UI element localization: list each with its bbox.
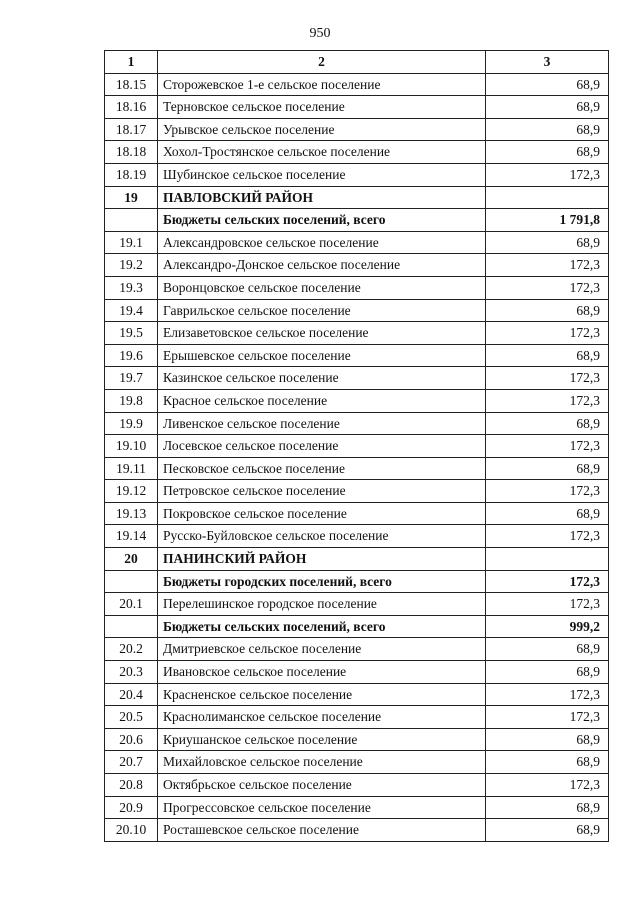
row-name: Росташевское сельское поселение	[158, 819, 486, 842]
row-name: Урывское сельское поселение	[158, 118, 486, 141]
row-value: 172,3	[486, 163, 609, 186]
row-name: Прогрессовское сельское поселение	[158, 796, 486, 819]
row-value: 172,3	[486, 683, 609, 706]
table-row	[105, 570, 609, 593]
row-number	[105, 209, 158, 232]
table-row	[105, 186, 609, 209]
row-number: 20.3	[105, 661, 158, 684]
row-value: 172,3	[486, 254, 609, 277]
row-name: Александро-Донское сельское поселение	[158, 254, 486, 277]
column-header-name: 2	[158, 51, 486, 74]
table-header-row	[105, 51, 609, 74]
row-name: Ливенское сельское поселение	[158, 412, 486, 435]
row-value: 68,9	[486, 819, 609, 842]
table-row	[105, 118, 609, 141]
row-value: 68,9	[486, 661, 609, 684]
table-row	[105, 209, 609, 232]
table-body	[105, 73, 609, 841]
table-row	[105, 548, 609, 571]
row-name: Русско-Буйловское сельское поселение	[158, 525, 486, 548]
row-name: Перелешинское городское поселение	[158, 593, 486, 616]
table-row	[105, 344, 609, 367]
row-value: 172,3	[486, 435, 609, 458]
row-value	[486, 548, 609, 571]
row-number: 20.1	[105, 593, 158, 616]
row-number: 19.8	[105, 389, 158, 412]
column-header-number: 1	[105, 51, 158, 74]
row-value: 172,3	[486, 480, 609, 503]
table-row	[105, 299, 609, 322]
table-row	[105, 593, 609, 616]
row-value: 68,9	[486, 141, 609, 164]
row-name: Бюджеты городских поселений, всего	[158, 570, 486, 593]
row-number	[105, 570, 158, 593]
row-number: 20.4	[105, 683, 158, 706]
table-row	[105, 163, 609, 186]
table-row	[105, 254, 609, 277]
table-row	[105, 435, 609, 458]
row-value: 68,9	[486, 502, 609, 525]
row-value: 68,9	[486, 231, 609, 254]
row-number: 18.16	[105, 96, 158, 119]
row-value: 1 791,8	[486, 209, 609, 232]
row-value	[486, 186, 609, 209]
row-value: 68,9	[486, 299, 609, 322]
page-number: 950	[309, 26, 331, 41]
table-row	[105, 774, 609, 797]
row-number: 20.5	[105, 706, 158, 729]
row-value: 172,3	[486, 276, 609, 299]
row-value: 172,3	[486, 367, 609, 390]
table-row	[105, 661, 609, 684]
row-name: Бюджеты сельских поселений, всего	[158, 615, 486, 638]
row-number: 19.10	[105, 435, 158, 458]
table-row	[105, 322, 609, 345]
row-value: 172,3	[486, 706, 609, 729]
row-value: 172,3	[486, 525, 609, 548]
row-value: 68,9	[486, 412, 609, 435]
row-name: Дмитриевское сельское поселение	[158, 638, 486, 661]
table-row	[105, 367, 609, 390]
row-name: Елизаветовское сельское поселение	[158, 322, 486, 345]
row-name: Шубинское сельское поселение	[158, 163, 486, 186]
row-name: Криушанское сельское поселение	[158, 728, 486, 751]
table-row	[105, 389, 609, 412]
table-row	[105, 638, 609, 661]
row-name: Покровское сельское поселение	[158, 502, 486, 525]
table-row	[105, 73, 609, 96]
row-value: 68,9	[486, 796, 609, 819]
row-number: 19	[105, 186, 158, 209]
row-number: 20.2	[105, 638, 158, 661]
table-row	[105, 231, 609, 254]
row-number: 19.7	[105, 367, 158, 390]
row-number: 19.1	[105, 231, 158, 254]
row-name: ПАВЛОВСКИЙ РАЙОН	[158, 186, 486, 209]
row-value: 172,3	[486, 322, 609, 345]
row-number: 20.10	[105, 819, 158, 842]
row-name: Бюджеты сельских поселений, всего	[158, 209, 486, 232]
row-number: 19.11	[105, 457, 158, 480]
row-number: 20.7	[105, 751, 158, 774]
row-name: Воронцовское сельское поселение	[158, 276, 486, 299]
column-header-value: 3	[486, 51, 609, 74]
row-value: 68,9	[486, 751, 609, 774]
budget-table	[104, 50, 609, 842]
table-row	[105, 751, 609, 774]
table-row	[105, 525, 609, 548]
row-name: ПАНИНСКИЙ РАЙОН	[158, 548, 486, 571]
table-row	[105, 457, 609, 480]
row-number: 19.9	[105, 412, 158, 435]
row-value: 172,3	[486, 593, 609, 616]
row-name: Терновское сельское поселение	[158, 96, 486, 119]
row-number: 19.14	[105, 525, 158, 548]
row-number: 20	[105, 548, 158, 571]
row-name: Ерышевское сельское поселение	[158, 344, 486, 367]
table-row	[105, 683, 609, 706]
row-name: Гаврильское сельское поселение	[158, 299, 486, 322]
row-number: 19.3	[105, 276, 158, 299]
row-name: Песковское сельское поселение	[158, 457, 486, 480]
row-number: 20.8	[105, 774, 158, 797]
row-number: 19.6	[105, 344, 158, 367]
table-row	[105, 706, 609, 729]
row-value: 68,9	[486, 728, 609, 751]
row-number: 19.2	[105, 254, 158, 277]
row-value: 999,2	[486, 615, 609, 638]
row-number: 18.18	[105, 141, 158, 164]
table-row	[105, 796, 609, 819]
table-row	[105, 615, 609, 638]
row-number: 19.5	[105, 322, 158, 345]
row-name: Александровское сельское поселение	[158, 231, 486, 254]
row-name: Октябрьское сельское поселение	[158, 774, 486, 797]
row-name: Краснолиманское сельское поселение	[158, 706, 486, 729]
row-value: 68,9	[486, 457, 609, 480]
row-number: 20.9	[105, 796, 158, 819]
row-number: 18.15	[105, 73, 158, 96]
row-name: Красненское сельское поселение	[158, 683, 486, 706]
row-number: 19.12	[105, 480, 158, 503]
row-name: Хохол-Тростянское сельское поселение	[158, 141, 486, 164]
row-number	[105, 615, 158, 638]
table-row	[105, 141, 609, 164]
row-number: 18.19	[105, 163, 158, 186]
table-row	[105, 819, 609, 842]
row-name: Ивановское сельское поселение	[158, 661, 486, 684]
row-value: 172,3	[486, 774, 609, 797]
row-value: 172,3	[486, 389, 609, 412]
row-value: 68,9	[486, 96, 609, 119]
row-number: 18.17	[105, 118, 158, 141]
row-number: 19.4	[105, 299, 158, 322]
row-value: 68,9	[486, 118, 609, 141]
row-name: Лосевское сельское поселение	[158, 435, 486, 458]
row-value: 172,3	[486, 570, 609, 593]
row-name: Сторожевское 1-е сельское поселение	[158, 73, 486, 96]
row-name: Казинское сельское поселение	[158, 367, 486, 390]
row-name: Михайловское сельское поселение	[158, 751, 486, 774]
row-number: 20.6	[105, 728, 158, 751]
table-row	[105, 276, 609, 299]
table-row	[105, 502, 609, 525]
table-row	[105, 412, 609, 435]
table-row	[105, 480, 609, 503]
row-value: 68,9	[486, 344, 609, 367]
row-value: 68,9	[486, 73, 609, 96]
row-name: Красное сельское поселение	[158, 389, 486, 412]
table-row	[105, 728, 609, 751]
row-name: Петровское сельское поселение	[158, 480, 486, 503]
table-row	[105, 96, 609, 119]
row-value: 68,9	[486, 638, 609, 661]
row-number: 19.13	[105, 502, 158, 525]
